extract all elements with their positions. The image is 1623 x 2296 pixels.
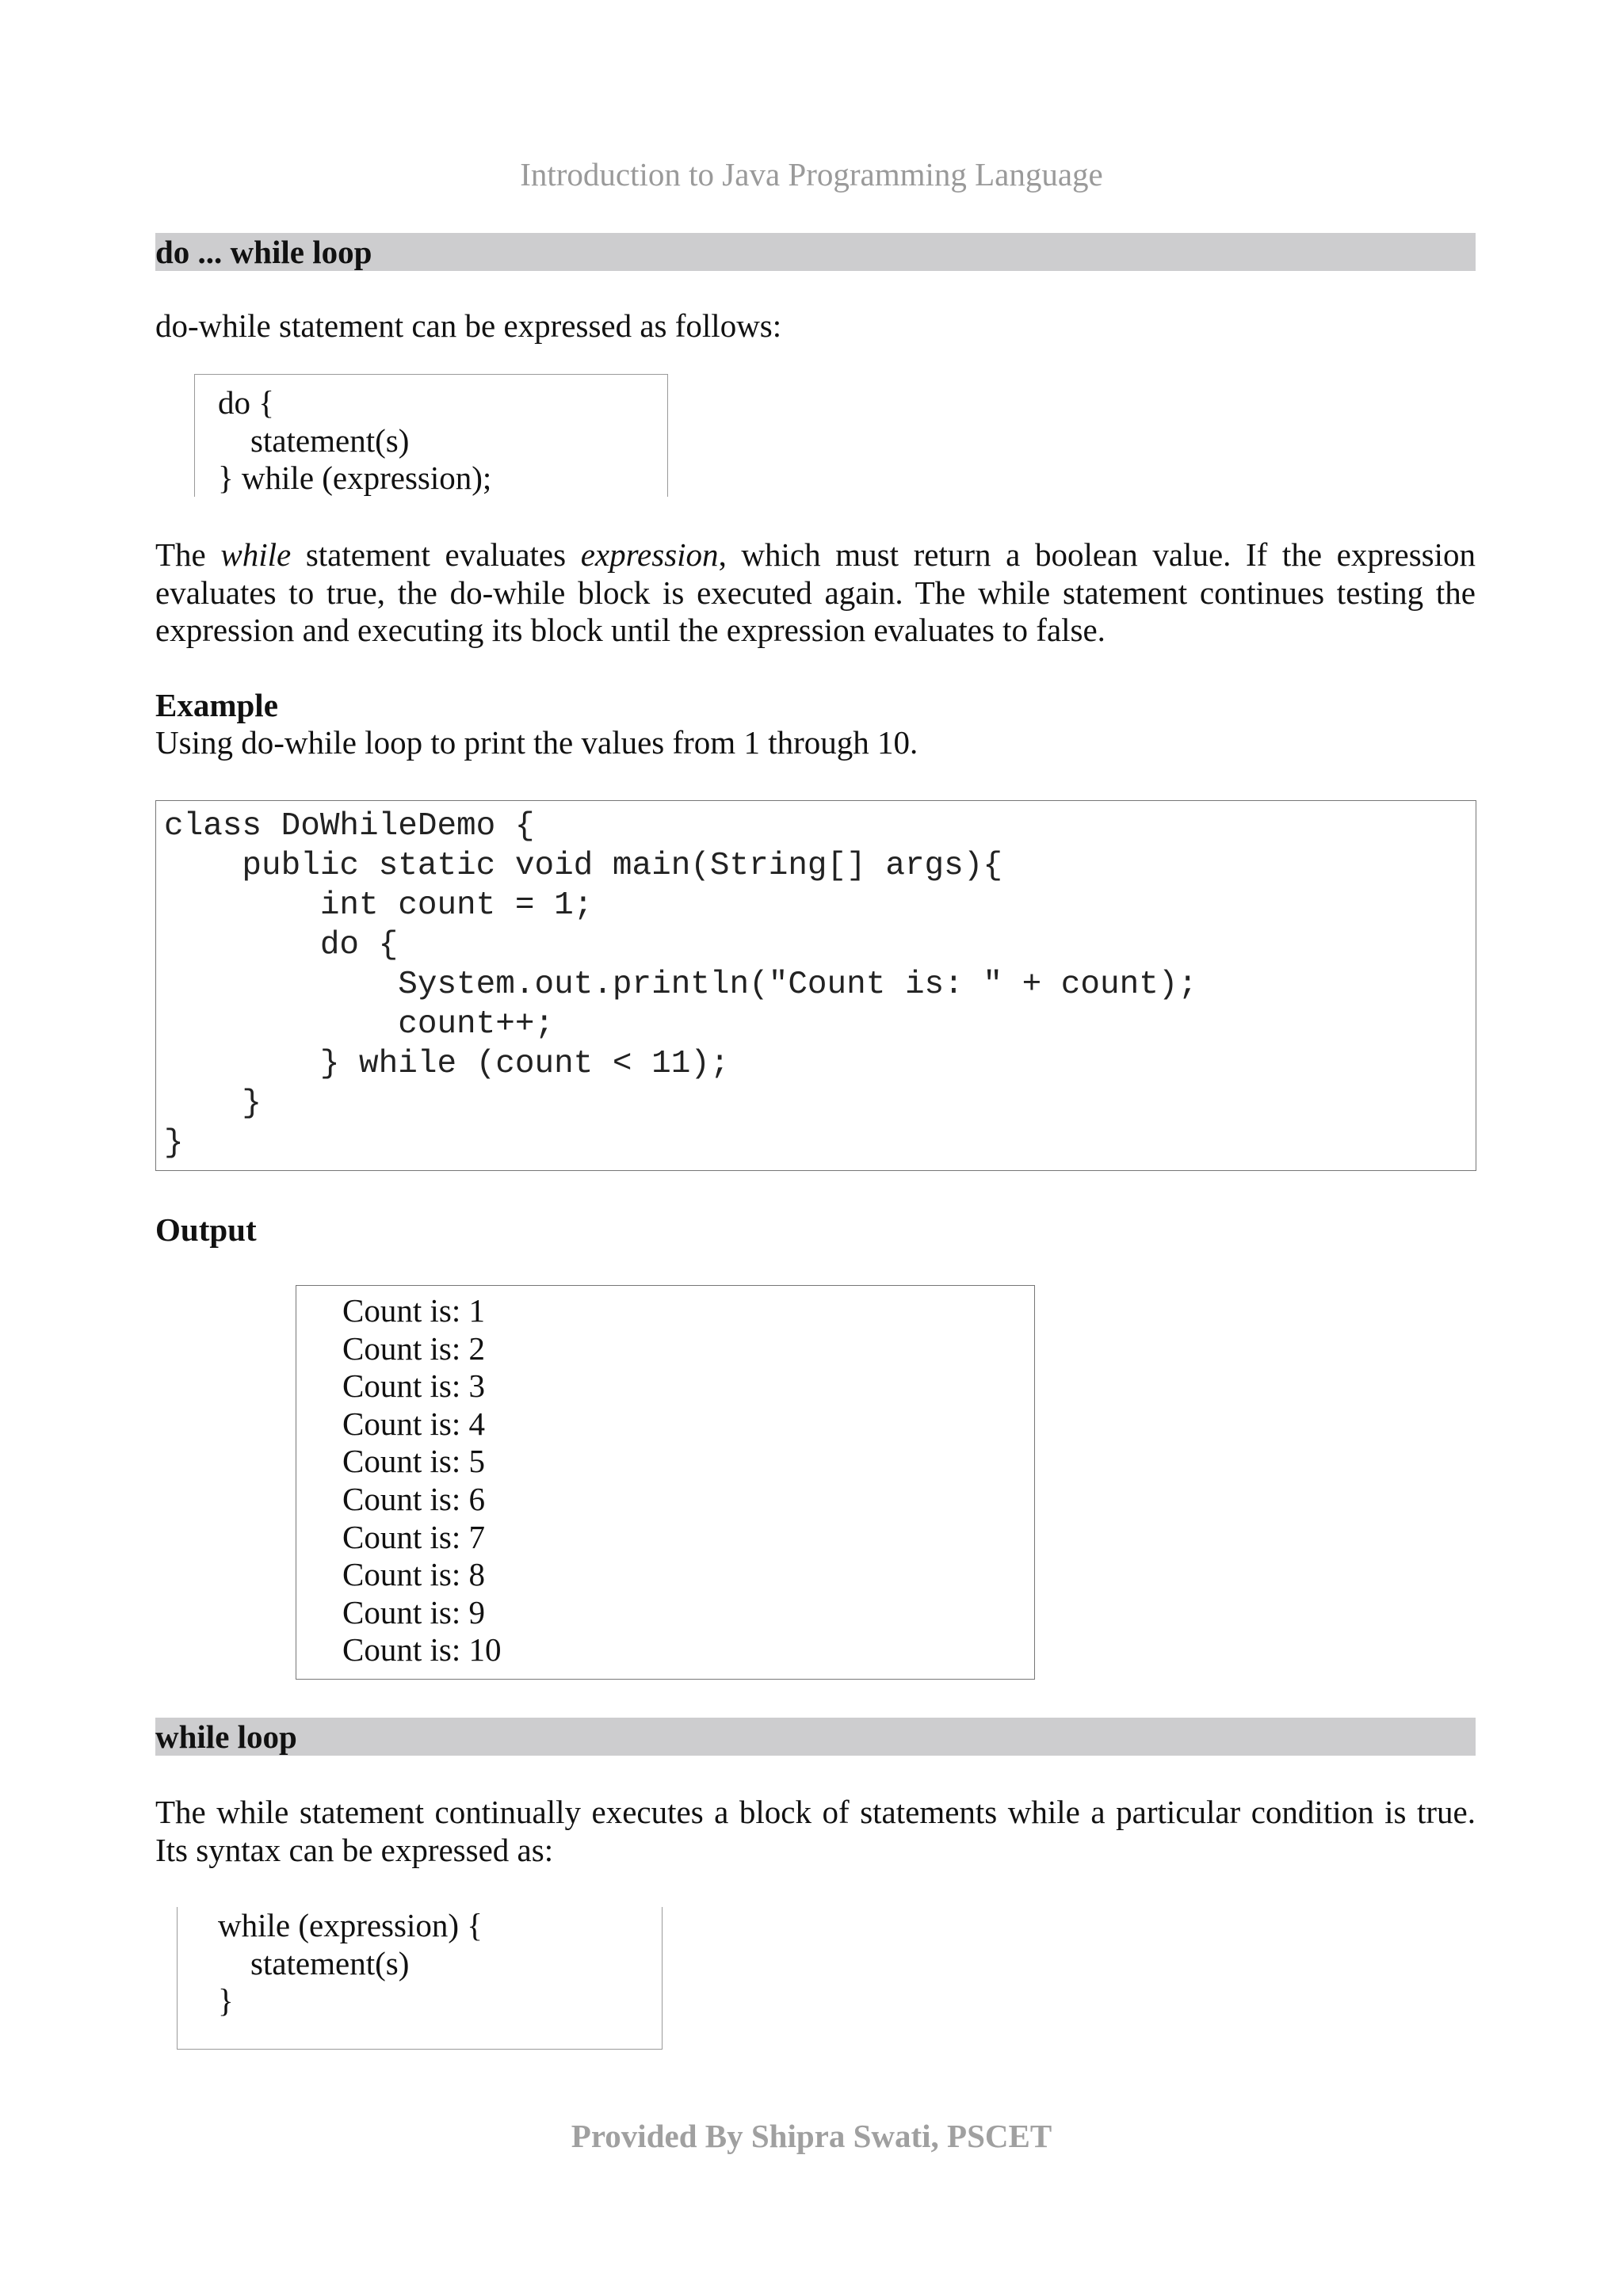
output-line: Count is: 7 [342, 1518, 485, 1555]
page-footer: Provided By Shipra Swati, PSCET [571, 2118, 1052, 2154]
syntax-line: do { [218, 384, 274, 421]
output-line: Count is: 10 [342, 1631, 502, 1669]
code-block [155, 800, 1476, 1171]
text-run: , which must return a boolean value. If the expression evaluates to true, the do-while block is executed again. The while statement continues testing the expression and executing its block until the expression evaluates to false. [155, 536, 1476, 648]
section-heading-text: do ... while loop [155, 234, 372, 270]
code-line: } [164, 1085, 262, 1122]
syntax-line: statement(s) [218, 1944, 410, 1981]
output-label: Output [155, 1211, 257, 1248]
while-syntax-box [177, 1907, 663, 2050]
output-box [296, 1285, 1035, 1680]
code-line: int count = 1; [164, 887, 594, 924]
emphasis-expression: expression [580, 536, 719, 573]
example-description: Using do-while loop to print the values from 1 through 10. [155, 724, 918, 761]
code-line: } [164, 1125, 184, 1161]
code-line: System.out.println("Count is: " + count); [164, 967, 1198, 1003]
output-line: Count is: 9 [342, 1593, 485, 1630]
output-line: Count is: 5 [342, 1443, 485, 1480]
text-run: statement evaluates [291, 536, 581, 573]
syntax-line: } [218, 1982, 234, 2019]
section-heading-text: while loop [155, 1718, 297, 1755]
syntax-line: statement(s) [218, 421, 410, 459]
output-line: Count is: 3 [342, 1367, 485, 1405]
text-run: The [155, 536, 221, 573]
section-heading-do-while [155, 233, 1476, 271]
while-intro: The while statement continually executes a block of statements while a particular condition is true. Its syntax can be expressed as: [155, 1794, 1476, 1868]
output-line: Count is: 4 [342, 1405, 485, 1442]
syntax-line: while (expression) { [218, 1907, 483, 1943]
do-while-intro: do-while statement can be expressed as follows: [155, 307, 782, 344]
output-line: Count is: 1 [342, 1292, 485, 1329]
code-line: public static void main(String[] args){ [164, 848, 1002, 884]
do-while-syntax-box [194, 374, 668, 497]
output-line: Count is: 8 [342, 1556, 485, 1593]
section-heading-while [155, 1718, 1476, 1756]
emphasis-while: while [220, 536, 292, 573]
code-line: class DoWhileDemo { [164, 808, 535, 845]
output-line: Count is: 2 [342, 1329, 485, 1367]
page-header: Introduction to Java Programming Language [520, 156, 1103, 193]
example-label: Example [155, 687, 278, 723]
syntax-line: } while (expression); [218, 460, 492, 496]
output-line: Count is: 6 [342, 1480, 485, 1517]
code-line: } while (count < 11); [164, 1046, 730, 1082]
do-while-explanation [155, 536, 1476, 650]
code-line: count++; [164, 1006, 555, 1043]
code-line: do { [164, 927, 399, 963]
